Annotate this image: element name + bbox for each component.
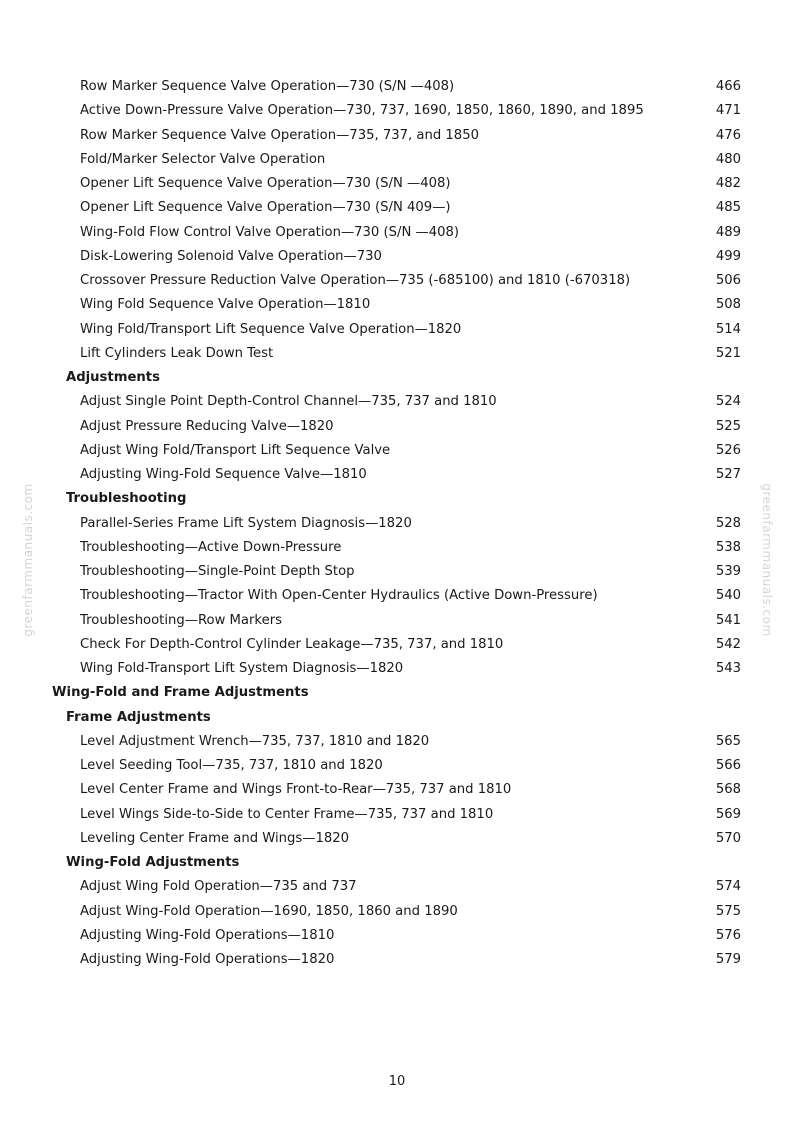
toc-entry-title: Adjustments [66,370,160,385]
toc-entry-title: Troubleshooting—Tractor With Open-Center Hydraulics (Active Down-Pressure) [80,588,598,604]
toc-entry-page: 471 [715,103,741,119]
toc-entry-page: 521 [715,345,741,361]
toc-subsection-heading[interactable] [0,366,794,390]
toc-entry[interactable] [0,221,794,245]
toc-entry[interactable] [0,803,794,827]
toc-entry[interactable] [0,439,794,463]
toc-entry-page: 566 [715,758,741,773]
toc-entry-title: Leveling Center Frame and Wings—1820 [80,830,350,846]
toc-entry[interactable] [0,463,794,487]
toc-entry[interactable] [0,730,794,754]
toc-entry-page: 489 [715,224,741,240]
toc-entry-title: Troubleshooting—Row Markers [80,612,283,628]
toc-entry[interactable] [0,390,794,414]
toc-entry-title: Wing Fold Sequence Valve Operation—1810 [80,297,371,313]
toc-entry-page: 575 [715,903,741,919]
toc-entry-page: 526 [715,442,741,458]
toc-entry-title: Troubleshooting—Active Down-Pressure [80,539,342,555]
toc-entry-page: 514 [715,321,741,337]
toc-entry[interactable] [0,633,794,657]
toc-entry-page: 568 [715,782,741,798]
toc-entry-title: Wing Fold-Transport Lift System Diagnosis—1820 [80,661,404,676]
toc-entry-page: 565 [715,733,741,749]
toc-entry-page: 579 [715,952,741,967]
toc-entry-page: 525 [715,418,741,434]
toc-entry-title: Wing-Fold Flow Control Valve Operation—730 (S/N —408) [80,224,460,240]
toc-entry[interactable] [0,609,794,633]
toc-subsection-heading[interactable] [0,487,794,511]
toc-entry-title: Frame Adjustments [66,709,211,725]
toc-entry-page: 524 [715,394,741,410]
toc-entry-title: Level Seeding Tool—735, 737, 1810 and 1820 [80,758,383,773]
toc-entry[interactable] [0,875,794,899]
toc-entry-title: Wing Fold/Transport Lift Sequence Valve Operation—1820 [80,321,462,337]
toc-entry-page: 466 [715,79,741,94]
toc-entry-title: Active Down-Pressure Valve Operation—730, 737, 1690, 1850, 1860, 1890, and 1895 [80,103,644,119]
toc-entry-title: Level Center Frame and Wings Front-to-Rear—735, 737 and 1810 [80,782,512,798]
watermark-right: greenfarmmanuals.com [760,483,774,637]
toc-entry-page: 543 [715,661,741,676]
toc-entry-page: 574 [715,879,741,895]
toc-subsection-heading[interactable] [0,851,794,875]
toc-entry-title: Troubleshooting [66,491,187,507]
toc-entry-title: Adjust Pressure Reducing Valve—1820 [80,418,334,434]
toc-entry[interactable] [0,924,794,948]
toc-entry-title: Adjust Single Point Depth-Control Channel—735, 737 and 1810 [80,394,497,410]
toc-entry-title: Level Adjustment Wrench—735, 737, 1810 and 1820 [80,733,430,749]
toc-entry-page: 538 [715,539,741,555]
toc-entry-title: Row Marker Sequence Valve Operation—730 (S/N —408) [80,79,455,94]
toc-section-heading[interactable] [0,681,794,705]
toc-entry[interactable] [0,269,794,293]
toc-entry-title: Level Wings Side-to-Side to Center Frame—735, 737 and 1810 [80,806,494,822]
toc-entry[interactable] [0,512,794,536]
toc-entry-title: Adjusting Wing-Fold Sequence Valve—1810 [80,467,367,482]
toc-entry-title: Opener Lift Sequence Valve Operation—730 (S/N —408) [80,176,451,191]
toc-entry-page: 542 [715,636,741,652]
toc-entry[interactable] [0,124,794,148]
toc-entry-title: Adjust Wing Fold Operation—735 and 737 [80,879,357,895]
toc-entry-title: Lift Cylinders Leak Down Test [80,345,274,361]
toc-entry[interactable] [0,99,794,123]
toc-entry-title: Row Marker Sequence Valve Operation—735, 737, and 1850 [80,127,479,143]
toc-entry[interactable] [0,560,794,584]
toc-entry[interactable] [0,900,794,924]
toc-entry-page: 527 [715,467,741,482]
toc-entry-page: 482 [715,176,741,191]
toc-entry-title: Troubleshooting—Single-Point Depth Stop [80,564,355,579]
watermark-left: greenfarmmanuals.com [21,483,35,637]
toc-entry-title: Wing-Fold Adjustments [66,855,240,870]
toc-entry[interactable] [0,342,794,366]
toc-entry[interactable] [0,827,794,851]
toc-entry[interactable] [0,415,794,439]
toc-entry-title: Crossover Pressure Reduction Valve Operation—735 (-685100) and 1810 (-670318) [80,273,631,288]
toc-entry-page: 539 [715,564,741,579]
toc-entry-page: 576 [715,927,741,943]
toc-entry[interactable] [0,778,794,802]
toc-entry-title: Adjusting Wing-Fold Operations—1810 [80,927,335,943]
toc-entry[interactable] [0,148,794,172]
toc-entry[interactable] [0,584,794,608]
toc-entry-title: Wing-Fold and Frame Adjustments [52,685,309,701]
toc-entry-title: Adjust Wing Fold/Transport Lift Sequence Valve [80,442,391,458]
toc-entry-title: Opener Lift Sequence Valve Operation—730 (S/N 409—) [80,200,451,216]
toc-entry-page: 476 [715,127,741,143]
toc-entry-page: 508 [715,297,741,313]
toc-entry[interactable] [0,196,794,220]
toc-entry-page: 569 [715,806,741,822]
toc-entry-page: 485 [715,200,741,216]
toc-entry-page: 570 [715,830,741,846]
toc-entry-page: 499 [715,248,741,264]
toc-entry[interactable] [0,754,794,778]
toc-entry[interactable] [0,948,794,972]
toc-entry-page: 528 [715,515,741,531]
toc-entry[interactable] [0,245,794,269]
toc-entry[interactable] [0,293,794,317]
toc-entry[interactable] [0,657,794,681]
toc-entry-title: Fold/Marker Selector Valve Operation [80,151,326,167]
page-number: 10 [388,1074,406,1089]
toc-entry-title: Adjust Wing-Fold Operation—1690, 1850, 1860 and 1890 [80,903,458,919]
toc-subsection-heading[interactable] [0,706,794,730]
toc-entry-page: 506 [715,273,741,288]
toc-entry-title: Check For Depth-Control Cylinder Leakage—735, 737, and 1810 [80,636,504,652]
toc-entry[interactable] [0,536,794,560]
toc-entry[interactable] [0,318,794,342]
toc-entry-title: Disk-Lowering Solenoid Valve Operation—730 [80,248,382,264]
toc-entry-page: 540 [715,588,741,604]
toc-entry[interactable] [0,172,794,196]
toc-entry-page: 480 [715,151,741,167]
toc-entry[interactable] [0,75,794,99]
table-of-contents [0,75,794,972]
toc-entry-title: Adjusting Wing-Fold Operations—1820 [80,952,335,967]
toc-entry-page: 541 [715,612,741,628]
toc-entry-title: Parallel-Series Frame Lift System Diagnosis—1820 [80,515,412,531]
